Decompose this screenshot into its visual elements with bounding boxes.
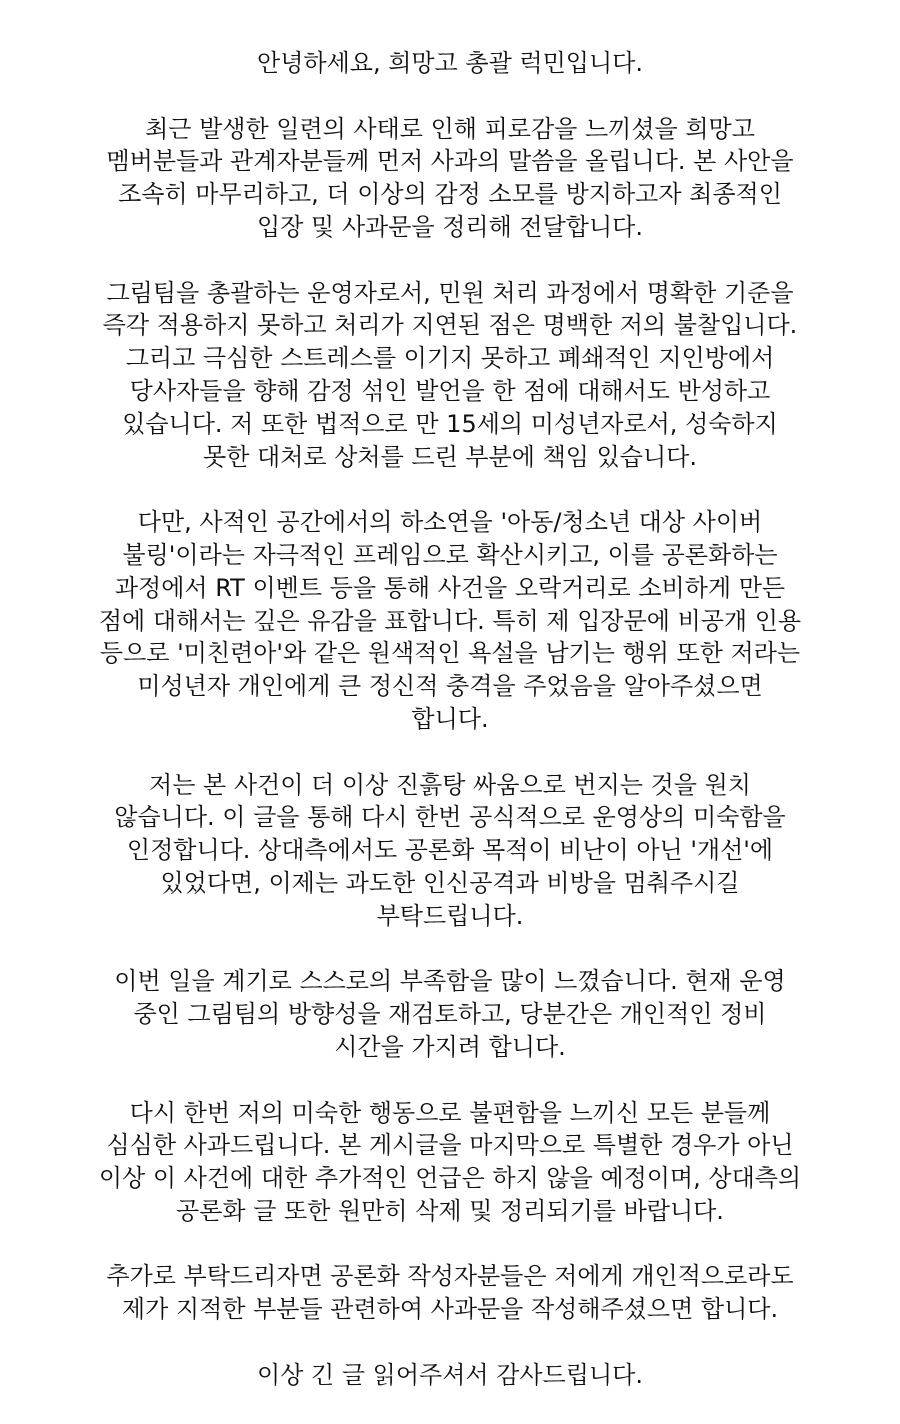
text-line: 다시 한번 저의 미숙한 행동으로 불편함을 느끼신 모든 분들께	[129, 1098, 771, 1127]
text-line: 최근 발생한 일련의 사태로 인해 피로감을 느끼셨을 희망고	[145, 114, 755, 143]
text-line: 그리고 극심한 스트레스를 이기지 못하고 폐쇄적인 지인방에서	[125, 344, 775, 373]
text-line: 인정합니다. 상대측에서도 공론화 목적이 비난이 아닌 '개선'에	[126, 836, 774, 865]
text-line: 조속히 마무리하고, 더 이상의 감정 소모를 방지하고자 최종적인	[118, 180, 782, 209]
text-line: 불링'이라는 자극적인 프레임으로 확산시키고, 이를 공론화하는	[122, 540, 778, 569]
text-line: 추가로 부탁드리자면 공론화 작성자분들은 저에게 개인적으로라도	[106, 1262, 794, 1291]
body-paragraph	[0, 113, 900, 244]
text-line: 과정에서 RT 이벤트 등을 통해 사건을 오락거리로 소비하게 만든	[114, 573, 786, 602]
text-line: 심심한 사과드립니다. 본 게시글을 마지막으로 특별한 경우가 아닌	[106, 1131, 794, 1160]
text-line: 있습니다. 저 또한 법적으로 만 15세의 미성년자로서, 성숙하지	[122, 409, 778, 438]
text-line: 즉각 적용하지 못하고 처리가 지연된 점은 명백한 저의 불찰입니다.	[102, 311, 798, 340]
body-paragraph	[0, 1260, 900, 1326]
text-line: 이상 긴 글 읽어주셔서 감사드립니다.	[257, 1360, 643, 1389]
text-line: 점에 대해서는 깊은 유감을 표합니다. 특히 제 입장문에 비공개 인용	[98, 606, 802, 635]
text-line: 있었다면, 이제는 과도한 인신공격과 비방을 멈춰주시길	[160, 868, 740, 897]
text-line: 멤버분들과 관계자분들께 먼저 사과의 말씀을 올립니다. 본 사안을	[106, 147, 794, 176]
text-line: 않습니다. 이 글을 통해 다시 한번 공식적으로 운영상의 미숙함을	[114, 803, 786, 832]
text-line: 시간을 가지려 합니다.	[334, 1032, 566, 1061]
greeting-paragraph	[0, 47, 900, 80]
text-line: 공론화 글 또한 원만히 삭제 및 정리되기를 바랍니다.	[176, 1196, 724, 1225]
text-line: 등으로 '미친련아'와 같은 원색적인 욕설을 남기는 행위 또한 저라는	[99, 639, 801, 668]
text-line: 제가 지적한 부분들 관련하여 사과문을 작성해주셨으면 합니다.	[121, 1295, 779, 1324]
text-line: 그림팀을 총괄하는 운영자로서, 민원 처리 과정에서 명확한 기준을	[106, 278, 794, 307]
body-paragraph	[0, 965, 900, 1063]
text-line: 이번 일을 계기로 스스로의 부족함을 많이 느꼈습니다. 현재 운영	[114, 967, 786, 996]
text-line: 저는 본 사건이 더 이상 진흙탕 싸움으로 번지는 것을 원치	[149, 770, 751, 799]
text-line: 부탁드립니다.	[376, 901, 524, 930]
body-paragraph	[0, 277, 900, 474]
text-line: 당사자들을 향해 감정 섞인 발언을 한 점에 대해서도 반성하고	[129, 376, 771, 405]
text-line: 합니다.	[411, 704, 489, 733]
text-line: 다만, 사적인 공간에서의 하소연을 '아동/청소년 대상 사이버	[137, 508, 763, 537]
body-paragraph	[0, 506, 900, 736]
statement-document	[0, 47, 900, 1424]
text-line: 미성년자 개인에게 큰 정신적 충격을 주었음을 알아주셨으면	[137, 672, 763, 701]
text-line: 이상 이 사건에 대한 추가적인 언급은 하지 않을 예정이며, 상대측의	[98, 1164, 802, 1193]
body-paragraph	[0, 769, 900, 933]
text-line: 입장 및 사과문을 정리해 전달합니다.	[257, 212, 643, 241]
text-line: 중인 그림팀의 방향성을 재검토하고, 당분간은 개인적인 정비	[133, 1000, 767, 1029]
body-paragraph	[0, 1097, 900, 1228]
closing-paragraph	[0, 1359, 900, 1392]
text-line: 못한 대처로 상처를 드린 부분에 책임 있습니다.	[203, 442, 697, 471]
text-line: 안녕하세요, 희망고 총괄 럭민입니다.	[257, 49, 643, 77]
